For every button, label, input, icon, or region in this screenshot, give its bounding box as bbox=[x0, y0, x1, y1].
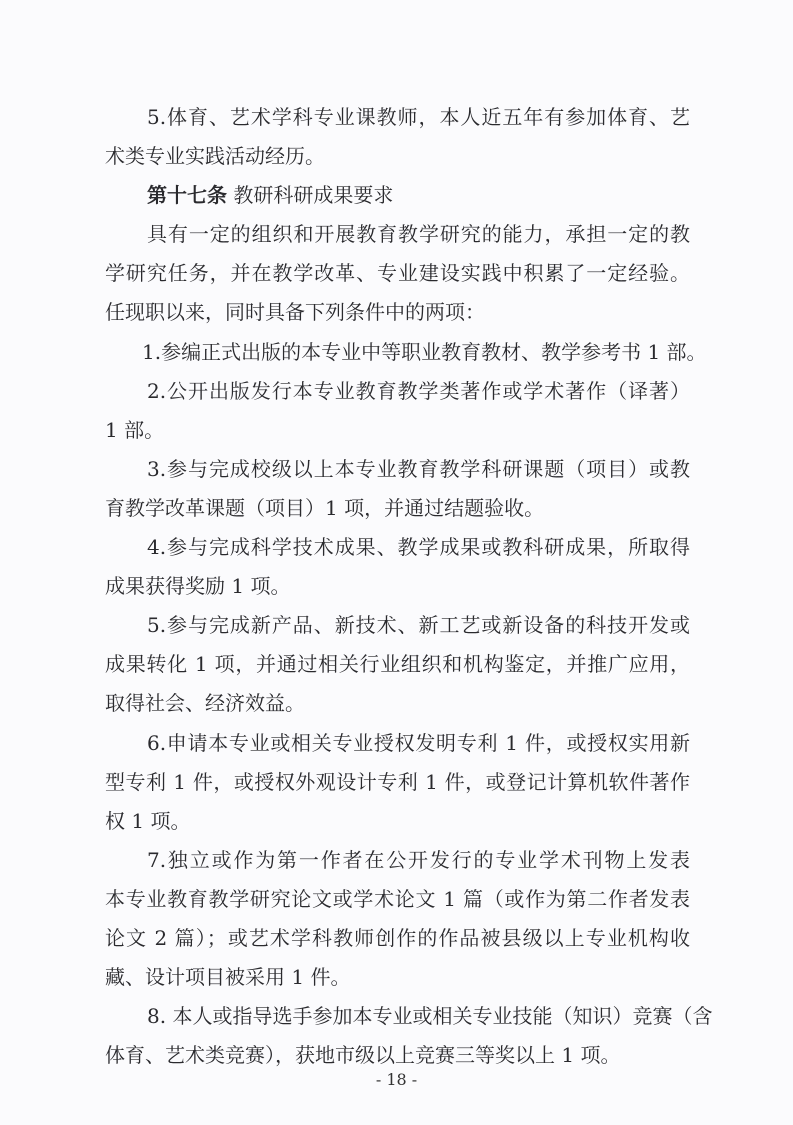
page-number: - 18 - bbox=[375, 1070, 418, 1089]
article-number: 第十七条 bbox=[147, 183, 227, 208]
text-line: 5.参与完成新产品、新技术、新工艺或新设备的科技开发或 bbox=[147, 613, 690, 638]
article-heading bbox=[105, 176, 690, 215]
text-line: 成果获得奖励 1 项。 bbox=[105, 574, 291, 599]
text-line: 成果转化 1 项，并通过相关行业组织和机构鉴定，并推广应用， bbox=[105, 652, 690, 677]
text-line: 8. 本人或指导选手参加本专业或相关专业技能（知识）竞赛（含 bbox=[147, 1004, 713, 1029]
paragraph bbox=[105, 997, 713, 1075]
text-line: 3.参与完成校级以上本专业教育教学科研课题（项目）或教 bbox=[147, 456, 690, 481]
article-title: 教研科研成果要求 bbox=[227, 183, 394, 208]
text-line: 型专利 1 件，或授权外观设计专利 1 件，或登记计算机软件著作 bbox=[105, 769, 690, 794]
paragraph bbox=[105, 606, 690, 723]
text-line: 学研究任务，并在教学改革、专业建设实践中积累了一定经验。 bbox=[105, 261, 690, 286]
text-line: 任现职以来，同时具备下列条件中的两项： bbox=[105, 300, 485, 325]
paragraph bbox=[105, 528, 690, 606]
paragraph bbox=[105, 333, 707, 372]
text-line: 2.公开出版发行本专业教育教学类著作或学术著作（译著） bbox=[147, 378, 690, 403]
text-line: 7.独立或作为第一作者在公开发行的专业学术刊物上发表 bbox=[147, 847, 690, 872]
document-body bbox=[105, 98, 713, 1075]
text-line: 具有一定的组织和开展教育教学研究的能力，承担一定的教 bbox=[147, 222, 690, 247]
text-line: 取得社会、经济效益。 bbox=[105, 691, 305, 716]
paragraph bbox=[105, 450, 690, 528]
text-line: 1.参编正式出版的本专业中等职业教育教材、教学参考书 1 部。 bbox=[142, 339, 707, 364]
text-line: 4.参与完成科学技术成果、教学成果或教科研成果，所取得 bbox=[147, 535, 690, 560]
text-line: 5.体育、艺术学科专业课教师，本人近五年有参加体育、艺 bbox=[147, 105, 690, 129]
paragraph bbox=[105, 372, 690, 450]
paragraph bbox=[105, 98, 690, 176]
text-line: 术类专业实践活动经历。 bbox=[105, 144, 325, 169]
text-line: 育教学改革课题（项目）1 项，并通过结题验收。 bbox=[105, 495, 545, 520]
text-line: 本专业教育教学研究论文或学术论文 1 篇（或作为第二作者发表 bbox=[105, 886, 690, 911]
text-line: 论文 2 篇）；或艺术学科教师创作的作品被县级以上专业机构收 bbox=[105, 925, 690, 950]
heading-line bbox=[105, 176, 690, 215]
paragraph bbox=[105, 841, 690, 997]
text-line: 体育、艺术类竞赛），获地市级以上竞赛三等奖以上 1 项。 bbox=[105, 1043, 621, 1068]
paragraph bbox=[105, 724, 690, 841]
text-line: 权 1 项。 bbox=[105, 808, 191, 833]
text-line: 藏、设计项目被采用 1 件。 bbox=[105, 965, 351, 990]
paragraph bbox=[105, 215, 690, 332]
text-line: 1 部。 bbox=[105, 417, 165, 442]
text-line: 6.申请本专业或相关专业授权发明专利 1 件，或授权实用新 bbox=[147, 730, 690, 755]
